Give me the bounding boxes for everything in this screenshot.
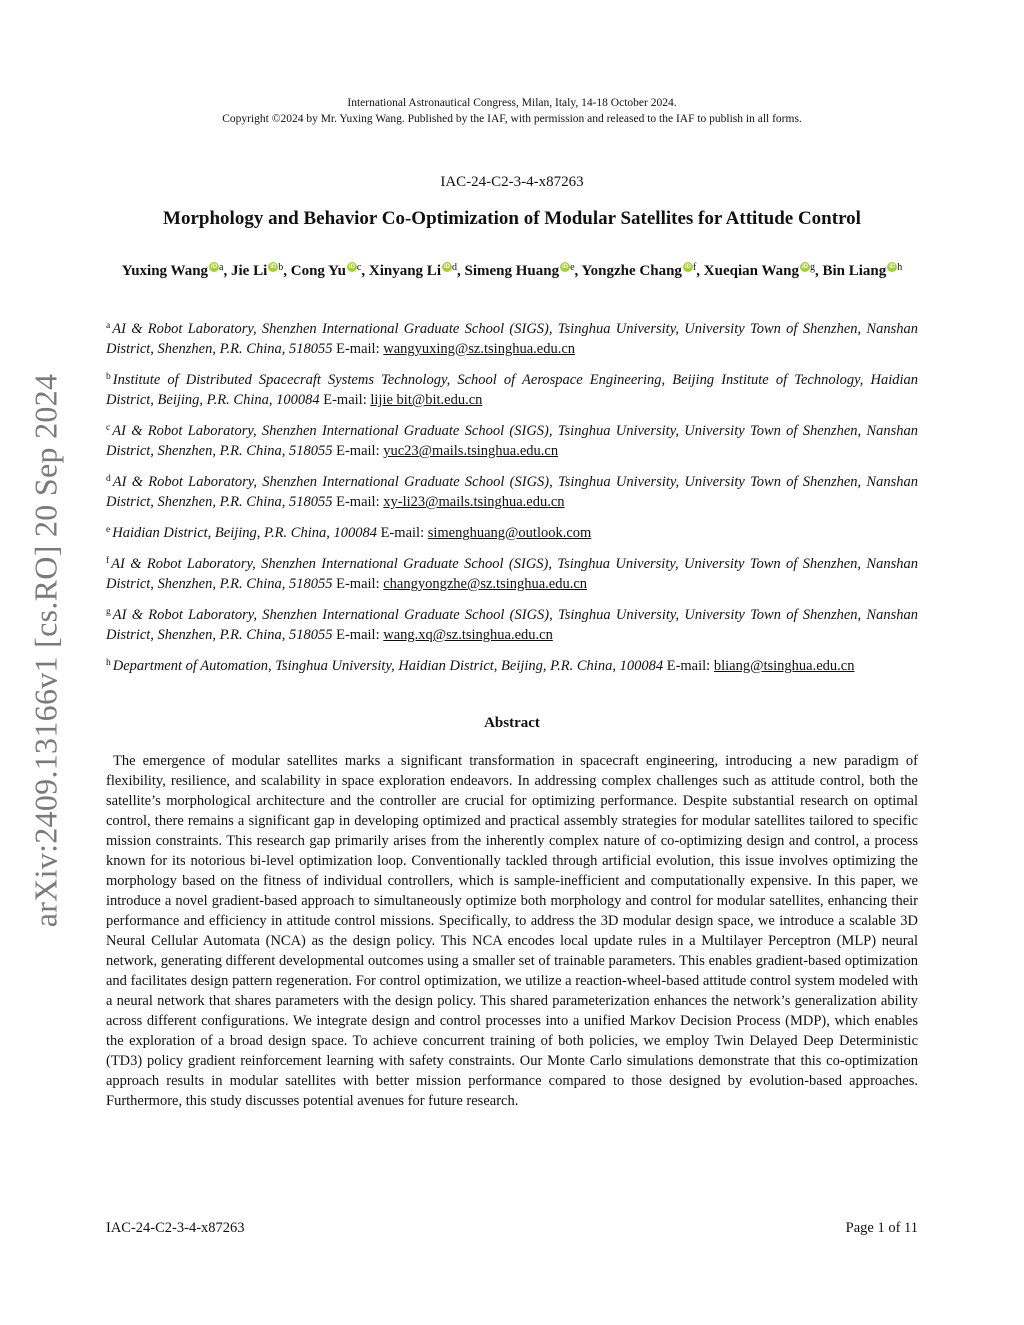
- author-affiliation-mark: h: [897, 262, 903, 273]
- author-separator: ,: [814, 263, 823, 279]
- affiliation-institution: Department of Automation, Tsinghua University, Haidian District, Beijing, P.R. China, 100084: [112, 658, 664, 674]
- paper-id: IAC-24-C2-3-4-x87263: [440, 174, 584, 190]
- email-link[interactable]: wangyuxing@sz.tsinghua.edu.cn: [383, 341, 575, 357]
- author: [122, 263, 231, 279]
- orcid-icon[interactable]: iD: [562, 264, 569, 270]
- email-label: E-mail:: [336, 576, 380, 592]
- affiliation-mark: e: [106, 525, 111, 535]
- affiliation-mark: d: [106, 474, 111, 484]
- affiliation-e: [106, 523, 918, 543]
- author-name: Cong Yu: [290, 263, 346, 279]
- author-name: Yuxing Wang: [121, 263, 209, 279]
- affiliation-institution: Haidian District, Beijing, P.R. China, 100084: [112, 525, 377, 541]
- author-affiliation-mark: c: [356, 262, 362, 273]
- author-separator: ,: [361, 263, 369, 279]
- affiliation-h: [106, 656, 918, 676]
- affiliation-institution: AI & Robot Laboratory, Shenzhen International Graduate School (SIGS), Tsinghua University, University Town of Shenzhen, Nanshan District, Shenzhen, P.R. China, 518055: [106, 556, 918, 592]
- affiliation-b: [106, 370, 918, 410]
- author-affiliation-mark: e: [570, 262, 575, 273]
- author-separator: ,: [696, 263, 704, 279]
- orcid-icon[interactable]: iD: [801, 264, 808, 270]
- affiliation-f: [106, 554, 918, 594]
- conference-line: International Astronautical Congress, Milan, Italy, 14-18 October 2024.: [347, 97, 677, 109]
- conference-header: [0, 95, 1024, 127]
- author-name: Bin Liang: [822, 263, 887, 279]
- author-name: Simeng Huang: [464, 263, 560, 279]
- email-label: E-mail:: [323, 392, 367, 408]
- email-link[interactable]: bliang@tsinghua.edu.cn: [713, 658, 855, 674]
- author-separator: ,: [223, 263, 231, 279]
- orcid-icon[interactable]: iD: [348, 264, 355, 270]
- affiliation-g: [106, 605, 918, 645]
- author-list: [106, 260, 918, 283]
- author-name: Yongzhe Chang: [581, 263, 682, 279]
- footer-page-number: Page 1 of 11: [845, 1220, 918, 1236]
- author: [582, 263, 704, 279]
- copyright-line: Copyright ©2024 by Mr. Yuxing Wang. Published by the IAF, with permission and released to the IAF to publish in all forms.: [222, 113, 802, 125]
- orcid-icon[interactable]: iD: [211, 264, 218, 270]
- author-affiliation-mark: d: [451, 262, 457, 273]
- author: [704, 263, 823, 279]
- affiliation-mark: h: [106, 658, 111, 668]
- email-link[interactable]: wang.xq@sz.tsinghua.edu.cn: [383, 627, 553, 643]
- email-link[interactable]: simenghuang@outlook.com: [427, 525, 592, 541]
- author: [822, 263, 902, 279]
- arxiv-id-text: arXiv:2409.13166v1 [cs.RO] 20 Sep 2024: [27, 373, 64, 927]
- affiliation-a: [106, 319, 918, 359]
- email-link[interactable]: yuc23@mails.tsinghua.edu.cn: [383, 443, 559, 459]
- email-label: E-mail:: [336, 494, 380, 510]
- affiliation-c: [106, 421, 918, 461]
- author-name: Jie Li: [231, 263, 268, 279]
- abstract-text: The emergence of modular satellites marks a significant transformation in spacecraft engineering, introducing a new paradigm of flexibility, resilience, and scalability in space exploration endeavors. In addressing complex challenges such as attitude control, both the satellite’s morphological architecture and the controller are crucial for optimizing performance. Despite substantial research on optimal control, there remains a significant gap in developing optimized and practical assembly strategies for modular satellites tailored to specific mission constraints. This research gap primarily arises from the inherently complex nature of co-optimizing design and control, a process known for its notorious bi-level optimization loop. Conventionally tackled through artificial evolution, this issue involves optimizing the morphology based on the fitness of individual controllers, which is sample-inefficient and computationally expensive. In this paper, we introduce a novel gradient-based approach to simultaneously optimize both morphology and control for modular satellites, enhancing their performance and efficiency in attitude control missions. Specifically, to address the 3D modular design space, we introduce a scalable 3D Neural Cellular Automata (NCA) as the design policy. This NCA encodes local update rules in a Multilayer Perceptron (MLP) neural network, generating different developmental outcomes using a smaller set of trainable parameters. This enables gradient-based optimization and facilitates design pattern regeneration. For control optimization, we utilize a reaction-wheel-based attitude control system modeled with a neural network that shares parameters with the design policy. This shared parameterization enhances the network’s generalization ability across different configurations. We integrate design and control processes into a unified Markov Decision Process (MDP), which enables the exploration of a broad design space. To achieve concurrent training of both policies, we employ Twin Delayed Deep Deterministic (TD3) policy gradient reinforcement learning with safety constraints. Our Monte Carlo simulations demonstrate that this co-optimization approach results in modular satellites with better mission performance compared to those designed by evolution-based approaches. Furthermore, this study discusses potential avenues for future research.: [106, 753, 918, 1109]
- orcid-icon[interactable]: iD: [443, 264, 450, 270]
- affiliation-mark: b: [106, 372, 111, 382]
- affiliation-mark: g: [106, 607, 111, 617]
- footer-paper-id: IAC-24-C2-3-4-x87263: [106, 1220, 245, 1236]
- affiliation-mark: c: [106, 423, 111, 433]
- email-link[interactable]: xy-li23@mails.tsinghua.edu.cn: [383, 494, 565, 510]
- email-label: E-mail:: [336, 341, 380, 357]
- affiliation-mark: a: [106, 321, 111, 331]
- email-label: E-mail:: [336, 443, 380, 459]
- author-affiliation-mark: g: [809, 262, 815, 273]
- author: [291, 263, 369, 279]
- orcid-icon[interactable]: iD: [684, 264, 691, 270]
- affiliation-list: [106, 319, 918, 687]
- author-separator: ,: [456, 263, 465, 279]
- affiliation-mark: f: [106, 556, 110, 566]
- author-affiliation-mark: b: [278, 262, 284, 273]
- paper-title: Morphology and Behavior Co-Optimization of Modular Satellites for Attitude Control: [163, 208, 861, 229]
- arxiv-sidebar-stamp: [28, 355, 64, 945]
- author-name: Xinyang Li: [368, 263, 441, 279]
- orcid-icon[interactable]: iD: [270, 264, 277, 270]
- author-affiliation-mark: a: [219, 262, 224, 273]
- author-separator: ,: [283, 263, 291, 279]
- author-separator: ,: [574, 263, 582, 279]
- affiliation-institution: AI & Robot Laboratory, Shenzhen International Graduate School (SIGS), Tsinghua University, University Town of Shenzhen, Nanshan District, Shenzhen, P.R. China, 518055: [106, 321, 918, 357]
- email-label: E-mail:: [336, 627, 380, 643]
- affiliation-institution: AI & Robot Laboratory, Shenzhen International Graduate School (SIGS), Tsinghua University, University Town of Shenzhen, Nanshan District, Shenzhen, P.R. China, 518055: [106, 474, 918, 510]
- affiliation-d: [106, 472, 918, 512]
- author: [464, 263, 581, 279]
- author: [369, 263, 465, 279]
- affiliation-institution: Institute of Distributed Spacecraft Systems Technology, School of Aerospace Engineering, Beijing Institute of Technology, Haidian District, Beijing, P.R. China, 100084: [106, 372, 918, 408]
- author-name: Xueqian Wang: [703, 263, 799, 279]
- affiliation-institution: AI & Robot Laboratory, Shenzhen International Graduate School (SIGS), Tsinghua University, University Town of Shenzhen, Nanshan District, Shenzhen, P.R. China, 518055: [106, 423, 918, 459]
- author-affiliation-mark: f: [692, 262, 697, 273]
- email-link[interactable]: changyongzhe@sz.tsinghua.edu.cn: [383, 576, 588, 592]
- email-link[interactable]: lijie bit@bit.edu.cn: [370, 392, 483, 408]
- abstract-heading: Abstract: [484, 715, 540, 731]
- orcid-icon[interactable]: iD: [889, 264, 896, 270]
- email-label: E-mail:: [380, 525, 425, 541]
- author: [231, 263, 291, 279]
- email-label: E-mail:: [666, 658, 711, 674]
- affiliation-institution: AI & Robot Laboratory, Shenzhen International Graduate School (SIGS), Tsinghua University, University Town of Shenzhen, Nanshan District, Shenzhen, P.R. China, 518055: [106, 607, 918, 643]
